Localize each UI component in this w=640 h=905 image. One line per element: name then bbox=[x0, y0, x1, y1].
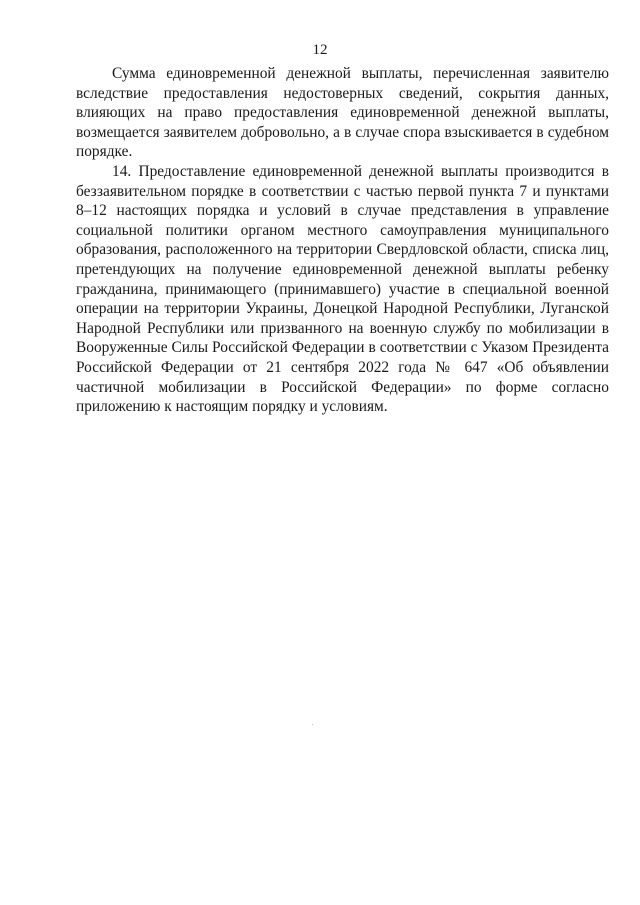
paragraph-14: 14. Предоставление единовременной денежной выплаты производится в беззаявительном порядке в соответствии с частью первой пункта 7 и пунктами 8–12 настоящих порядка и условий в случае представления в управление социальной политики органом местного самоуправления муниципального образования, расположенного на территории Свердловской области, списка лиц, претендующих на получение единовременной денежной выплаты ребенку гражданина, принимающего (принимавшего) участие в специальной военной операции на территории Украины, Донецкой Народной Республики, Луганской Народной Республики или призванного на военную службу по мобилизации в Вооруженные Силы Российской Федерации в соответствии с Указом Президента Российской Федерации от 21 сентября 2022 года № 647 «Об объявлении частичной мобилизации в Российской Федерации» по форме согласно приложению к настоящим порядку и условиям. bbox=[76, 162, 609, 416]
page-number: 12 bbox=[312, 42, 328, 58]
paragraph-refund: Сумма единовременной денежной выплаты, перечисленная заявителю вследствие предоставления недостоверных сведений, сокрытия данных, влияющих на право предоставления единовременной денежной выплаты, возмещается заявителем добровольно, а в случае спора взыскивается в судебном порядке. bbox=[76, 65, 609, 161]
scan-speck bbox=[312, 724, 313, 725]
document-body bbox=[76, 64, 609, 417]
